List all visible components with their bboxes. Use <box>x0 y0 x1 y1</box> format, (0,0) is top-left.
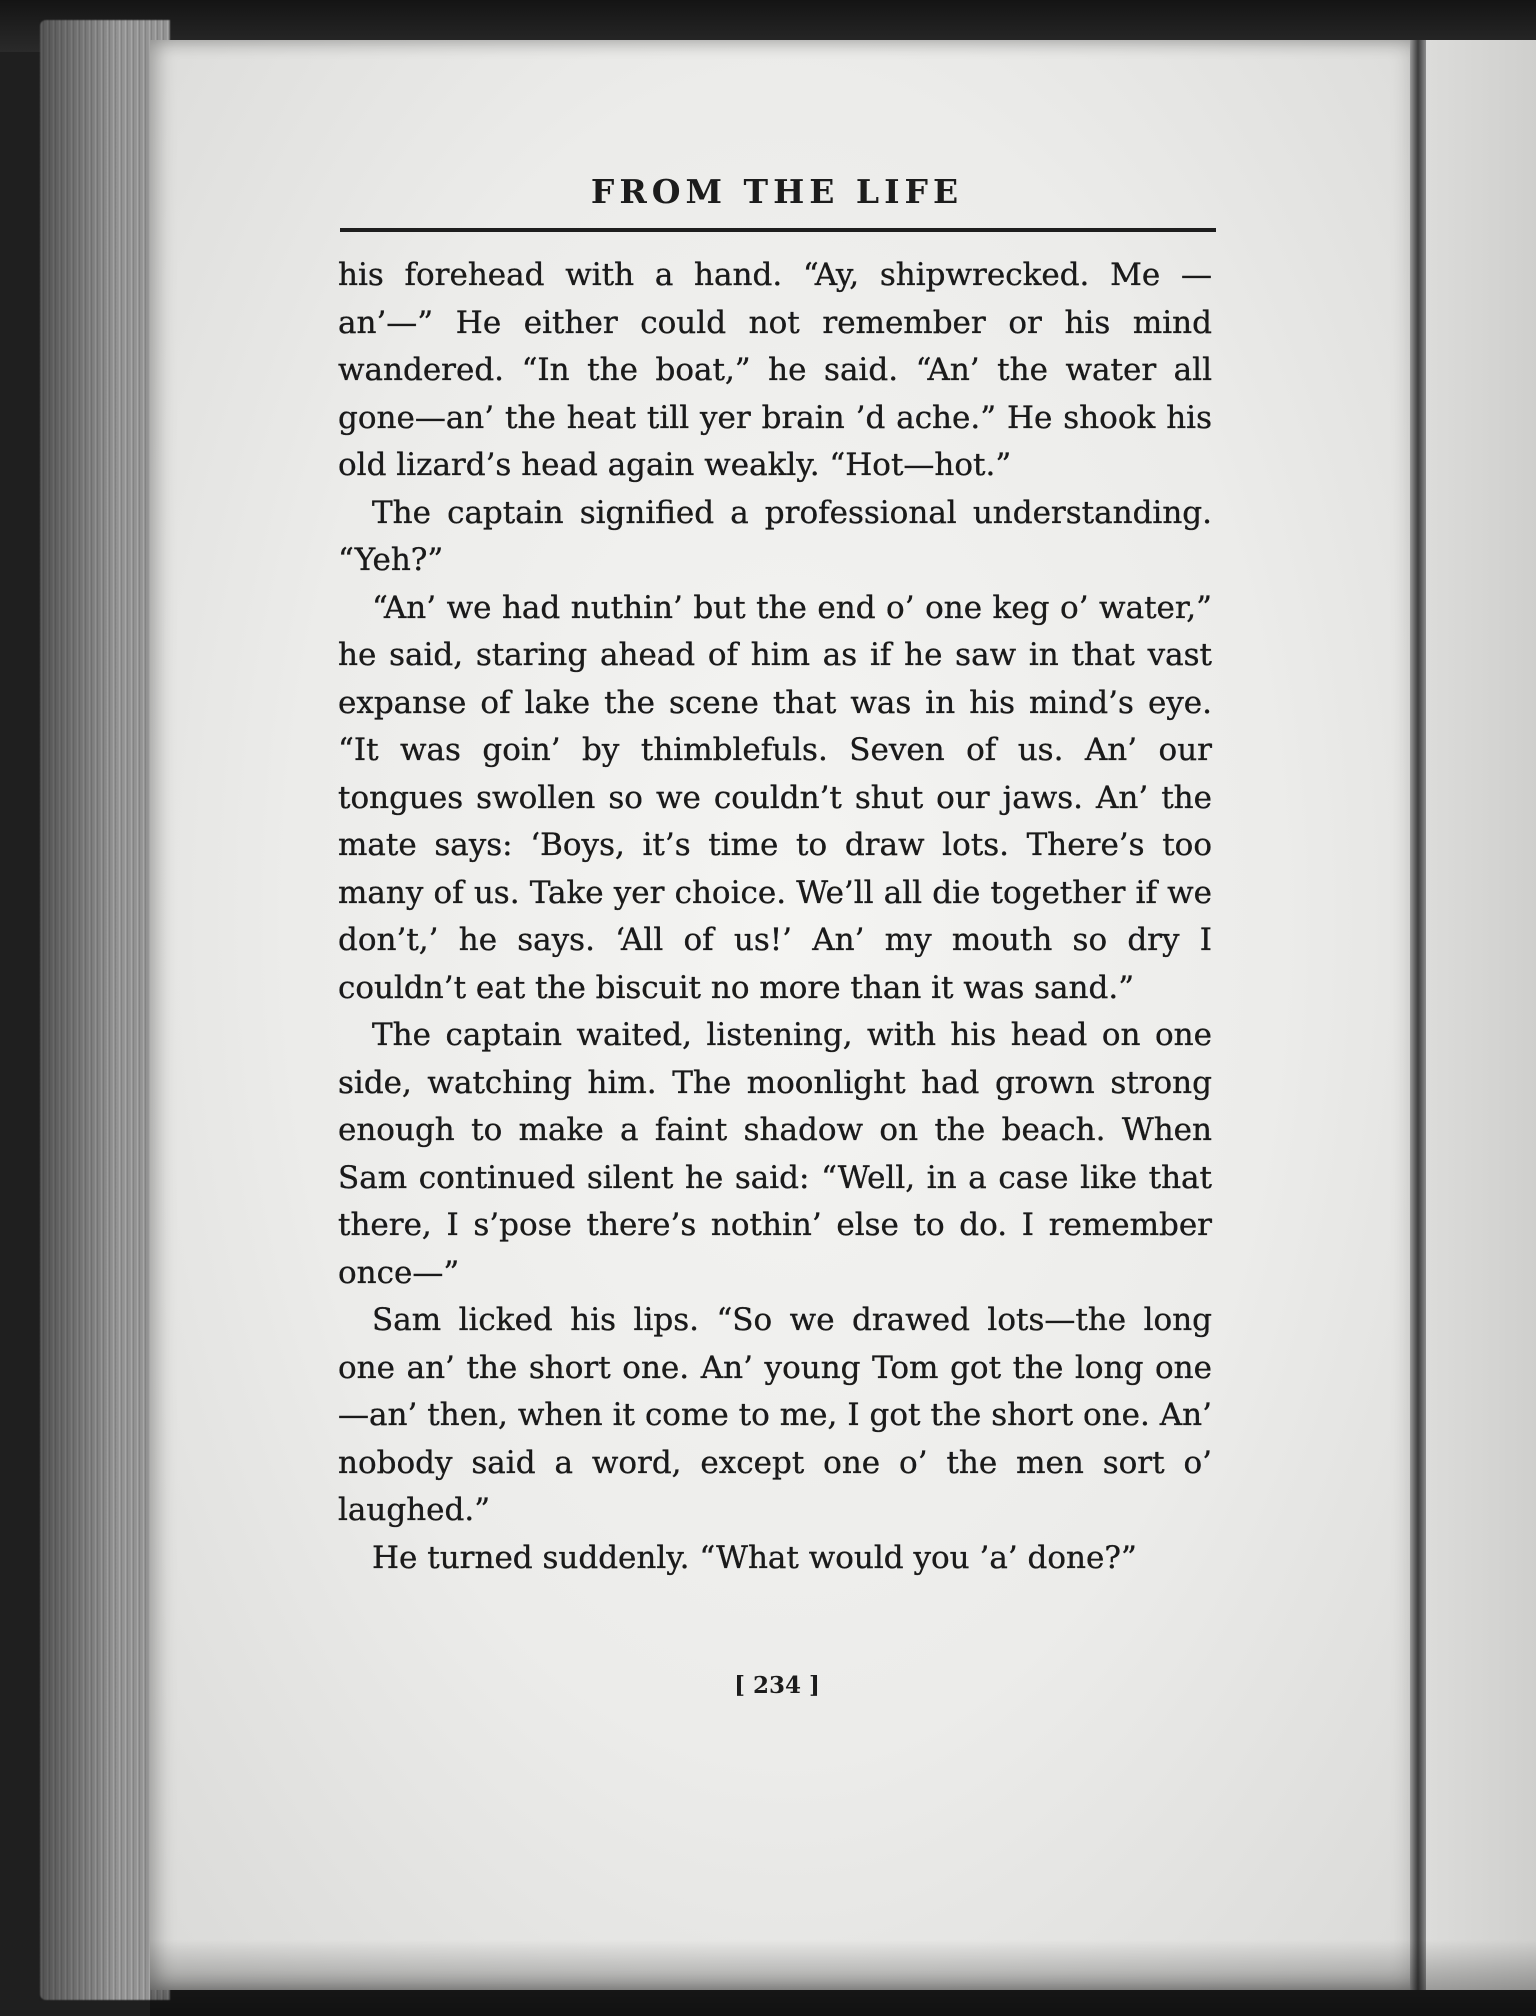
page-number: [ 234 ] <box>734 1672 820 1699</box>
paragraph: The captain waited, listening, with his head on one side, watching him. The moonlight had grown strong enough to make a faint shadow on the beach. When Sam continued silent he said: “Well, in a case like that there, I s’pose there’s nothin’ else to do. I remember once—” <box>338 1017 1212 1291</box>
facing-page-edge <box>1426 40 1536 1990</box>
paragraph: The captain signified a professional understanding. “Yeh?” <box>338 494 1212 578</box>
photo-shadow-bottom <box>150 1940 1536 2016</box>
paragraph: “An’ we had nuthin’ but the end o’ one keg o’ water,” he said, staring ahead of him as if he saw in that vast expanse of lake the scene that was in his mind’s eye. “It was goin’ by thimblefuls. Seven of us. An’ our tongues swollen so we couldn’t shut our jaws. An’ the mate says: ‘Boys, it’s time to draw lots. There’s too many of us. Take yer choice. We’ll all die together if we don’t,’ he says. ‘All of us!’ An’ my mouth so dry I couldn’t eat the biscuit no more than it was sand.” <box>338 589 1212 1006</box>
paragraph: Sam licked his lips. “So we drawed lots—the long one an’ the short one. An’ young Tom got the long one—an’ then, when it come to me, I got the short one. An’ nobody said a word, except one o’ the men sort o’ laughed.” <box>338 1302 1212 1528</box>
body-text <box>338 252 1212 1582</box>
paragraph: He turned suddenly. “What would you ’a’ done?” <box>372 1539 1137 1576</box>
paragraph-continued: his forehead with a hand. “Ay, shipwrecked. Me —an’—” He either could not remember or his mind wandered. “In the boat,” he said. “An’ the water all gone—an’ the heat till yer brain ’d ache.” He shook his old lizard’s head again weakly. “Hot—hot.” <box>338 257 1212 483</box>
running-head: FROM THE LIFE <box>590 172 964 211</box>
book-gutter <box>1410 40 1426 1990</box>
header-rule <box>340 228 1216 232</box>
